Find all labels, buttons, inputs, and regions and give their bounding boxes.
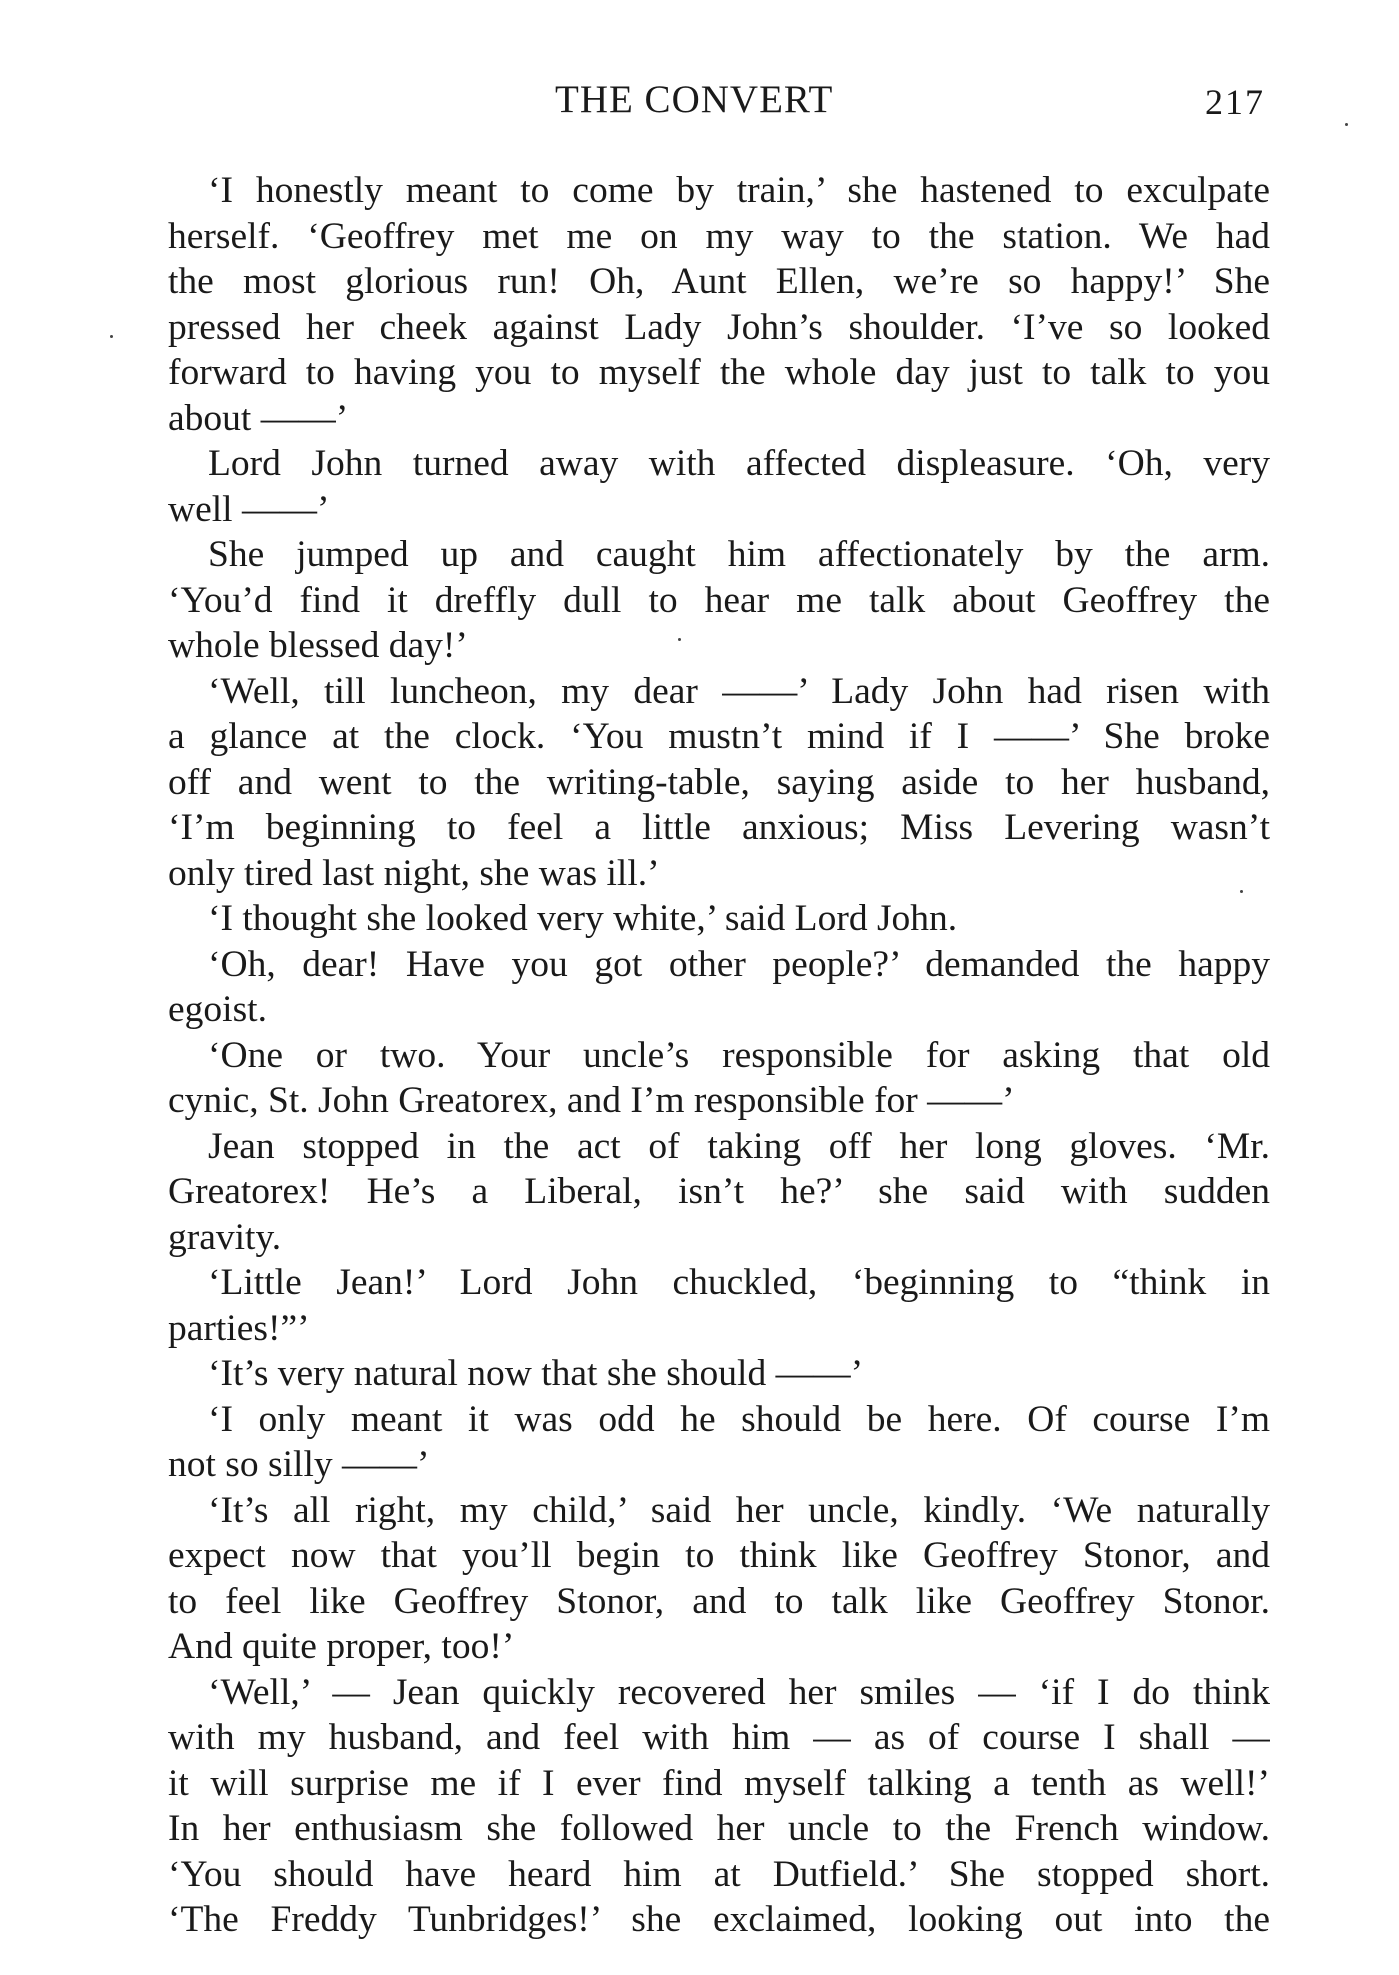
text-line: Greatorex! He’s a Liberal, isn’t he?’ she said with sudden [168, 1171, 1270, 1212]
text-line: ‘Oh, dear! Have you got other people?’ demanded the happy [208, 943, 1270, 985]
text-line: not so silly ——’ [168, 1444, 430, 1485]
text-line: ‘It’s all right, my child,’ said her uncle, kindly. ‘We naturally [208, 1489, 1270, 1531]
text-line: ‘I thought she looked very white,’ said Lord John. [208, 898, 958, 939]
text-line: ‘I’m beginning to feel a little anxious; Miss Levering wasn’t [168, 807, 1270, 848]
text-line: forward to having you to myself the whole day just to talk to you [168, 352, 1270, 393]
speck-mark [1345, 123, 1348, 126]
text-line: Jean stopped in the act of taking off her long gloves. ‘Mr. [208, 1125, 1270, 1167]
text-line: ‘You should have heard him at Dutfield.’ She stopped short. [168, 1853, 1270, 1895]
text-line: gravity. [168, 1216, 282, 1258]
text-line: only tired last night, she was ill.’ [168, 852, 660, 894]
text-line: about ——’ [168, 397, 349, 439]
text-line: pressed her cheek against Lady John’s shoulder. ‘I’ve so looked [168, 306, 1270, 348]
text-line: to feel like Geoffrey Stonor, and to talk like Geoffrey Stonor. [168, 1580, 1270, 1622]
text-line: ‘Well,’ — Jean quickly recovered her smiles — ‘if I do think [208, 1671, 1270, 1713]
text-line: And quite proper, too!’ [168, 1626, 515, 1667]
text-line: herself. ‘Geoffrey met me on my way to the station. We had [168, 215, 1270, 257]
speck-mark [678, 638, 681, 641]
text-line: ‘I honestly meant to come by train,’ she hastened to exculpate [208, 170, 1270, 211]
text-line: with my husband, and feel with him — as of course I shall — [168, 1717, 1270, 1758]
text-line: it will surprise me if I ever find myself talking a tenth as well!’ [168, 1762, 1270, 1804]
text-line: off and went to the writing-table, saying aside to her husband, [168, 761, 1270, 803]
text-line: ‘Well, till luncheon, my dear ——’ Lady John had risen with [208, 670, 1270, 712]
text-line: ‘I only meant it was odd he should be here. Of course I’m [208, 1398, 1270, 1440]
text-line: ‘One or two. Your uncle’s responsible for asking that old [208, 1034, 1270, 1076]
text-line: She jumped up and caught him affectionately by the arm. [208, 534, 1270, 575]
text-line: Lord John turned away with affected displeasure. ‘Oh, very [208, 443, 1270, 484]
body-text [168, 168, 1270, 1943]
text-line: whole blessed day!’ [168, 625, 468, 666]
text-line: ‘You’d find it dreffly dull to hear me talk about Geoffrey the [168, 579, 1270, 621]
text-line: ‘Little Jean!’ Lord John chuckled, ‘beginning to “think in [208, 1262, 1270, 1303]
text-line: egoist. [168, 989, 267, 1030]
running-head [0, 70, 1399, 130]
speck-mark [110, 335, 113, 338]
text-line: a glance at the clock. ‘You mustn’t mind if I ——’ She broke [168, 716, 1270, 757]
text-line: well ——’ [168, 488, 330, 530]
text-line: In her enthusiasm she followed her uncle to the French window. [168, 1808, 1270, 1849]
text-line: cynic, St. John Greatorex, and I’m responsible for ——’ [168, 1080, 1015, 1121]
text-line: ‘It’s very natural now that she should ——’ [208, 1353, 864, 1394]
text-line: parties!”’ [168, 1307, 310, 1349]
text-line: ‘The Freddy Tunbridges!’ she exclaimed, looking out into the [168, 1899, 1270, 1940]
text-line: expect now that you’ll begin to think like Geoffrey Stonor, and [168, 1535, 1270, 1576]
page-number: 217 [1205, 82, 1265, 122]
speck-mark [1240, 890, 1243, 893]
text-line: the most glorious run! Oh, Aunt Ellen, we’re so happy!’ She [168, 261, 1270, 302]
running-title: THE CONVERT [555, 78, 834, 121]
